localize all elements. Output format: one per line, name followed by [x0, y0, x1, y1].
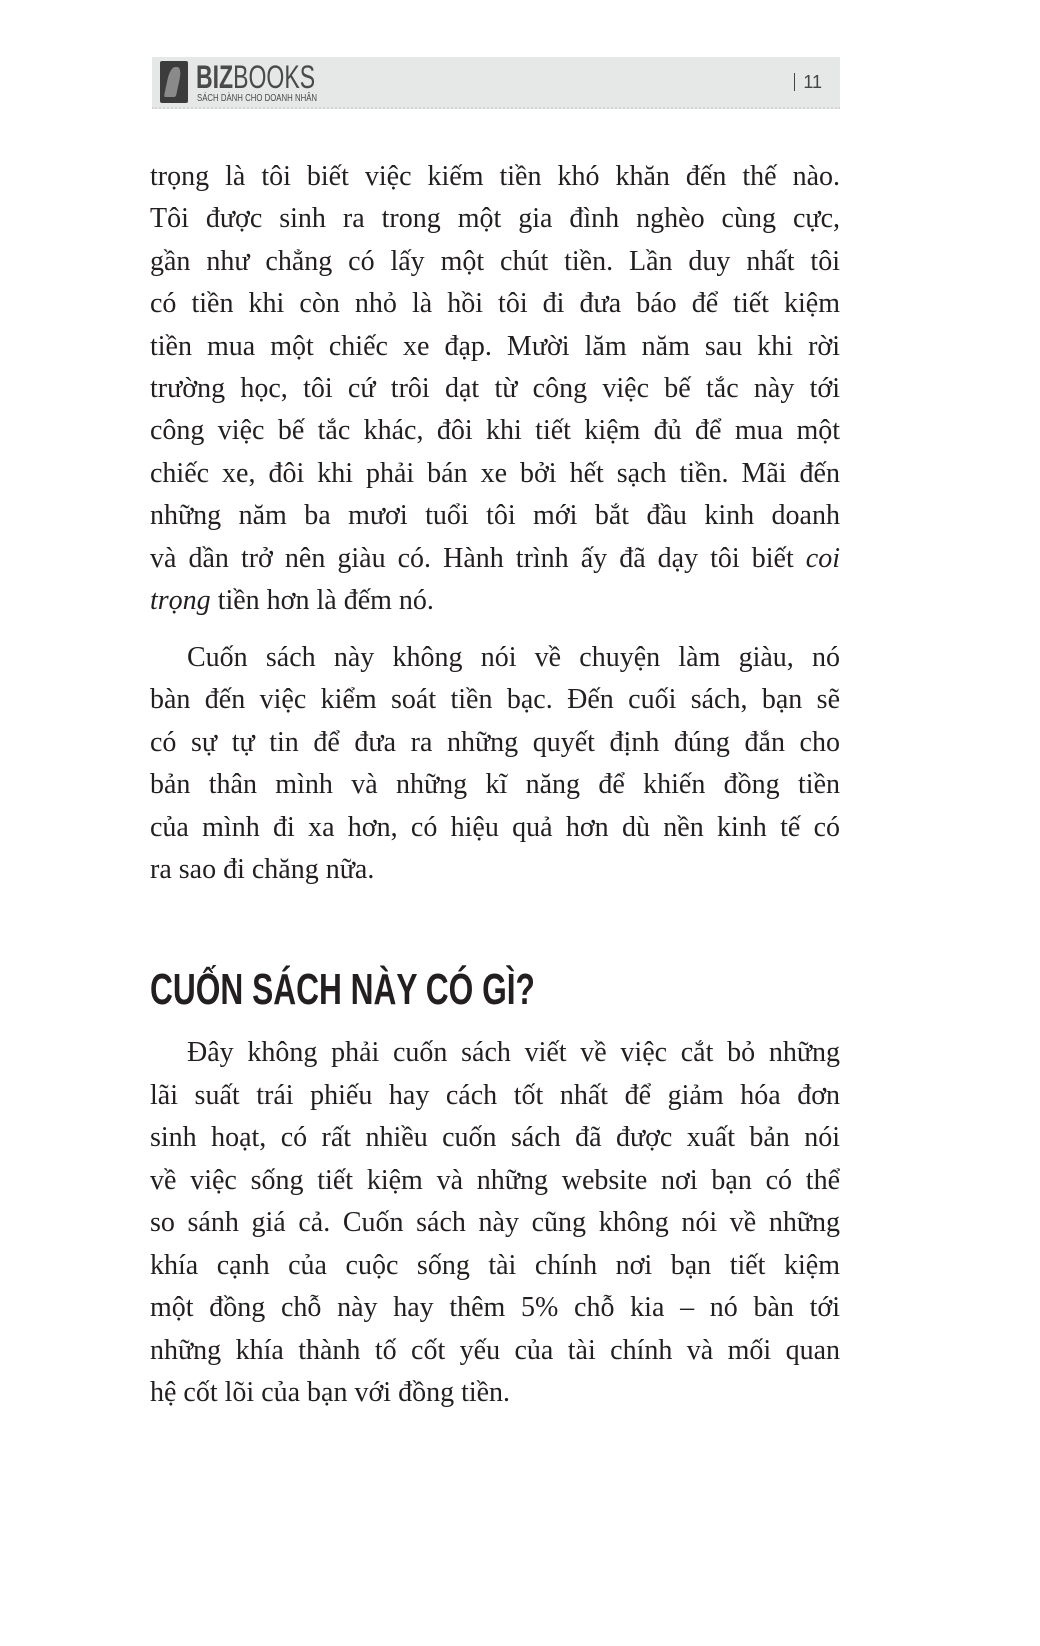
text-line: gần như chẳng có lấy một chút tiền. Lần duy nhất tôi [150, 246, 840, 277]
text-line: ra sao đi chăng nữa. [150, 854, 375, 885]
text-line: công việc bế tắc khác, đôi khi tiết kiệm đủ để mua một [150, 415, 840, 446]
text-line: Tôi được sinh ra trong một gia đình nghèo cùng cực, [150, 203, 840, 234]
brand-tagline: SÁCH DÀNH CHO DOANH NHÂN [197, 93, 318, 104]
text-line: có sự tự tin để đưa ra những quyết định đúng đắn cho [150, 727, 840, 758]
bizbooks-logo-icon [160, 61, 188, 103]
brand-rest: BOOKS [233, 59, 316, 95]
text-line: trọng là tôi biết việc kiếm tiền khó khăn đến thế nào. [150, 161, 840, 192]
text-line: trường học, tôi cứ trôi dạt từ công việc bế tắc này tới [150, 373, 840, 404]
text-line: khía cạnh của cuộc sống tài chính nơi bạn tiết kiệm [150, 1250, 840, 1281]
text-line: những khía thành tố cốt yếu của tài chính và mối quan [150, 1335, 840, 1366]
text-line: Đây không phải cuốn sách viết về việc cắt bỏ những [187, 1037, 840, 1068]
text-line: những năm ba mươi tuổi tôi mới bắt đầu kinh doanh [150, 500, 840, 531]
text-line: về việc sống tiết kiệm và những website nơi bạn có thể [150, 1165, 840, 1196]
text-line [150, 542, 840, 576]
text-line: sinh hoạt, có rất nhiều cuốn sách đã được xuất bản nói [150, 1122, 840, 1153]
text-line: bản thân mình và những kĩ năng để khiến đồng tiền [150, 769, 840, 800]
brand-name [196, 59, 315, 96]
text-line: so sánh giá cả. Cuốn sách này cũng không nói về những [150, 1207, 840, 1238]
text-line: Cuốn sách này không nói về chuyện làm giàu, nó [187, 642, 840, 673]
italic-segment: trọng [150, 585, 211, 616]
section-heading: CUỐN SÁCH NÀY CÓ GÌ? [150, 965, 535, 1014]
text-line: chiếc xe, đôi khi phải bán xe bởi hết sạch tiền. Mãi đến [150, 458, 840, 489]
text-line: lãi suất trái phiếu hay cách tốt nhất để giảm hóa đơn [150, 1080, 840, 1111]
running-header [152, 57, 840, 109]
text-line: hệ cốt lõi của bạn với đồng tiền. [150, 1377, 511, 1408]
text-segment: và dần trở nên giàu có. Hành trình ấy đã dạy tôi biết [150, 543, 806, 574]
brand-bold: BIZ [196, 59, 234, 95]
text-line: bàn đến việc kiểm soát tiền bạc. Đến cuối sách, bạn sẽ [150, 684, 840, 715]
text-line [150, 584, 840, 618]
page-number: 11 [794, 72, 822, 93]
text-line: của mình đi xa hơn, có hiệu quả hơn dù nền kinh tế có [150, 812, 840, 843]
italic-segment: coi [805, 543, 840, 574]
text-line: tiền mua một chiếc xe đạp. Mười lăm năm sau khi rời [150, 331, 840, 362]
text-line: có tiền khi còn nhỏ là hồi tôi đi đưa báo để tiết kiệm [150, 288, 840, 319]
text-segment: tiền hơn là đếm nó. [210, 585, 434, 616]
text-line: một đồng chỗ này hay thêm 5% chỗ kia – nó bàn tới [150, 1292, 840, 1323]
